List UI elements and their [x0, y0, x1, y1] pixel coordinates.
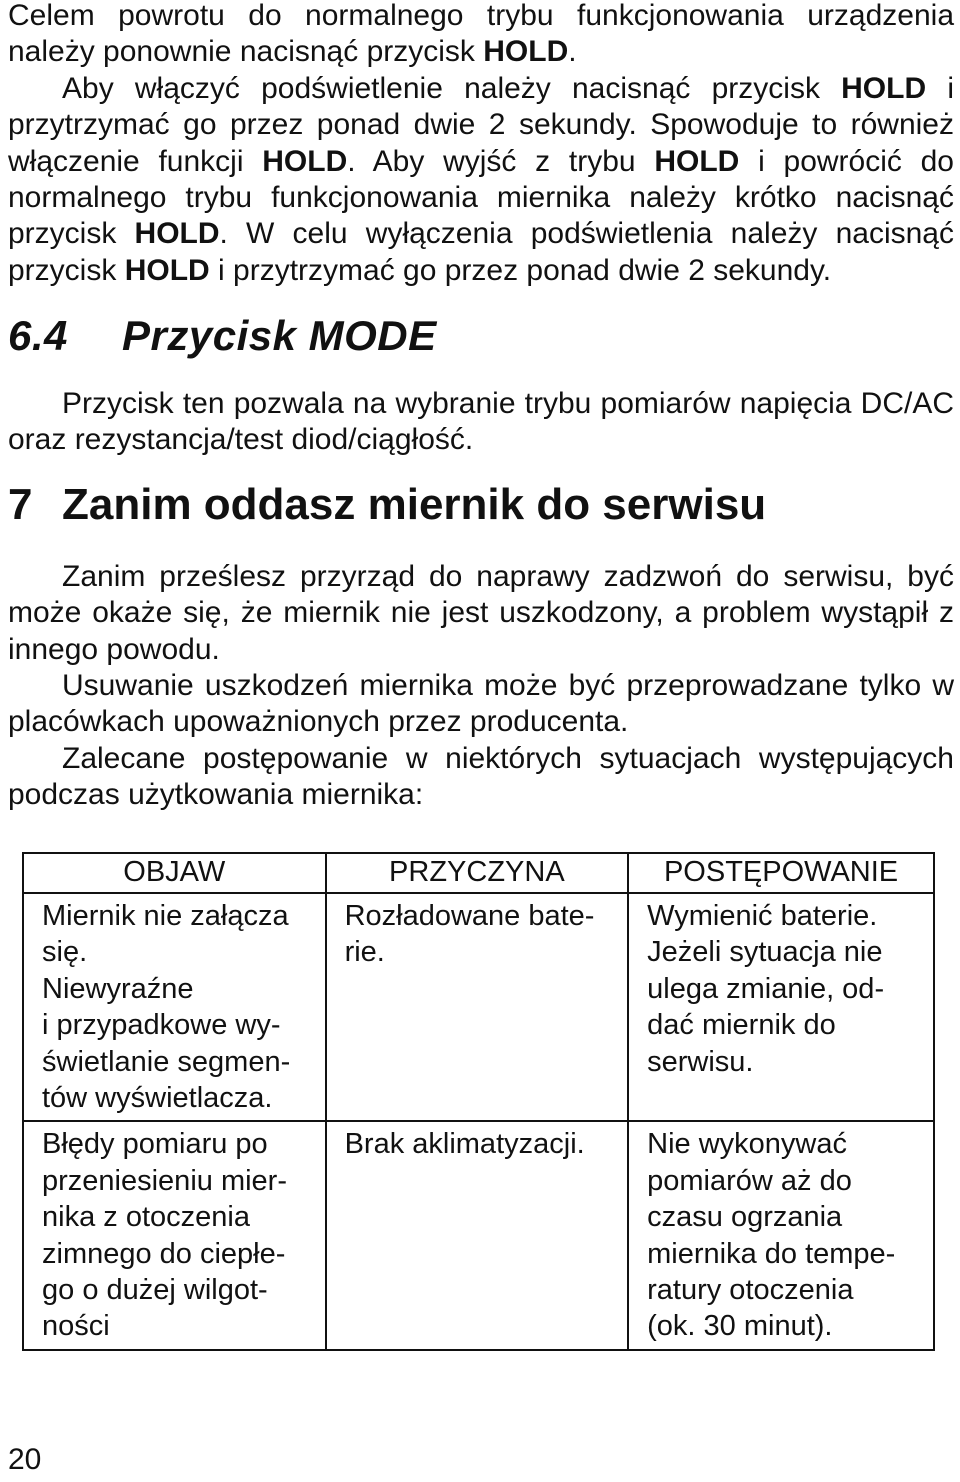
hold-keyword: HOLD	[841, 71, 927, 105]
cell-symptom	[23, 893, 326, 1121]
section-7-heading	[8, 480, 766, 530]
hold-keyword: HOLD	[134, 217, 220, 251]
cell-line: Jeżeli sytuacja nie	[647, 936, 883, 969]
cell-cause	[326, 1121, 629, 1349]
section-7-text-2: Usuwanie uszkodzeń miernika może być przeprowadzane tylko w placówkach upoważnionych przez producenta.	[8, 669, 954, 739]
intro-text-5: . Aby wyjść z trybu	[347, 144, 655, 178]
section-7-paragraph-2	[8, 668, 954, 741]
cell-line: serwisu.	[647, 1045, 754, 1078]
cell-line: rie.	[344, 936, 385, 969]
intro-text-2: .	[568, 35, 577, 69]
table-row	[23, 1121, 934, 1349]
cell-line: Nie wykonywać	[647, 1128, 847, 1161]
section-title: Przycisk MODE	[122, 312, 437, 359]
intro-text-4: i przytrzymać go przez ponad dwie 2 sekundy. Spowoduje to również włączenie funkcji	[8, 71, 955, 178]
intro-text-8: i przytrzymać go przez ponad dwie 2 sekundy.	[209, 253, 832, 287]
cell-cause	[326, 893, 629, 1121]
cell-line: świetlanie segmen-	[42, 1045, 291, 1078]
header-cause: PRZYCZYNA	[326, 853, 629, 893]
table-header-row	[23, 853, 934, 893]
hold-keyword: HOLD	[654, 144, 740, 178]
page-number: 20	[8, 1443, 42, 1476]
cell-line: Miernik nie załącza	[42, 900, 289, 932]
cell-line: Błędy pomiaru po	[42, 1128, 268, 1161]
cell-action	[628, 893, 934, 1121]
cell-symptom	[23, 1121, 326, 1349]
section-7-text-1: Zanim prześlesz przyrząd do naprawy zadzwoń do serwisu, być może okaże się, że miernik nie jest uszkodzony, a problem wystąpił z innego powodu.	[8, 560, 954, 666]
header-action: POSTĘPOWANIE	[628, 853, 934, 893]
cell-line: tów wyświetlacza.	[42, 1082, 273, 1115]
section-number: 7	[8, 480, 33, 529]
cell-line: przeniesieniu mier-	[42, 1164, 287, 1197]
troubleshooting-table	[22, 852, 935, 1351]
section-6-4-heading	[8, 312, 437, 360]
cell-line: Brak aklimatyzacji.	[344, 1128, 585, 1161]
section-6-4-paragraph	[8, 386, 954, 459]
cell-line: go o dużej wilgot-	[42, 1274, 268, 1307]
cell-line: dać miernik do	[647, 1009, 836, 1042]
cell-action	[628, 1121, 934, 1349]
header-symptom: OBJAW	[23, 853, 326, 893]
intro-text-6: i powrócić do normalnego trybu funkcjonowania miernika należy krótko nacisnąć przycisk	[8, 144, 954, 251]
section-number: 6.4	[8, 312, 68, 359]
cell-line: Rozładowane bate-	[344, 900, 595, 932]
intro-text-3: Aby włączyć podświetlenie należy nacisnąć przycisk	[62, 71, 842, 105]
cell-line: i przypadkowe wy-	[42, 1009, 281, 1042]
hold-keyword: HOLD	[262, 144, 348, 178]
cell-line: miernika do tempe-	[647, 1237, 896, 1270]
intro-paragraph	[8, 0, 954, 289]
section-7-paragraph-1	[8, 559, 954, 668]
section-7-paragraph-3	[8, 741, 954, 814]
cell-line: (ok. 30 minut).	[647, 1310, 833, 1343]
cell-line: ratury otoczenia	[647, 1274, 854, 1307]
cell-line: zimnego do ciepłe-	[42, 1237, 286, 1270]
cell-line: ności	[42, 1310, 110, 1343]
intro-text-7: . W celu wyłączenia podświetlenia należy nacisnąć przycisk	[8, 217, 954, 287]
intro-text-1: Celem powrotu do normalnego trybu funkcjonowania urządzenia należy ponownie nacisnąć przycisk	[8, 0, 954, 69]
cell-line: nika z otoczenia	[42, 1201, 250, 1234]
table-row	[23, 893, 934, 1121]
cell-line: ulega zmianie, od-	[647, 972, 885, 1005]
section-6-4-text: Przycisk ten pozwala na wybranie trybu pomiarów napięcia DC/AC oraz rezystancja/test diod/ciągłość.	[8, 387, 954, 457]
cell-line: Niewyraźne	[42, 972, 194, 1005]
hold-keyword: HOLD	[483, 35, 569, 69]
cell-line: Wymienić baterie.	[647, 900, 878, 932]
section-7-text-3: Zalecane postępowanie w niektórych sytuacjach występujących podczas użytkowania miernika:	[8, 742, 954, 812]
cell-line: się.	[42, 936, 88, 969]
cell-line: czasu ogrzania	[647, 1201, 843, 1234]
section-title: Zanim oddasz miernik do serwisu	[62, 480, 767, 529]
hold-keyword: HOLD	[124, 253, 210, 287]
cell-line: pomiarów aż do	[647, 1164, 852, 1197]
